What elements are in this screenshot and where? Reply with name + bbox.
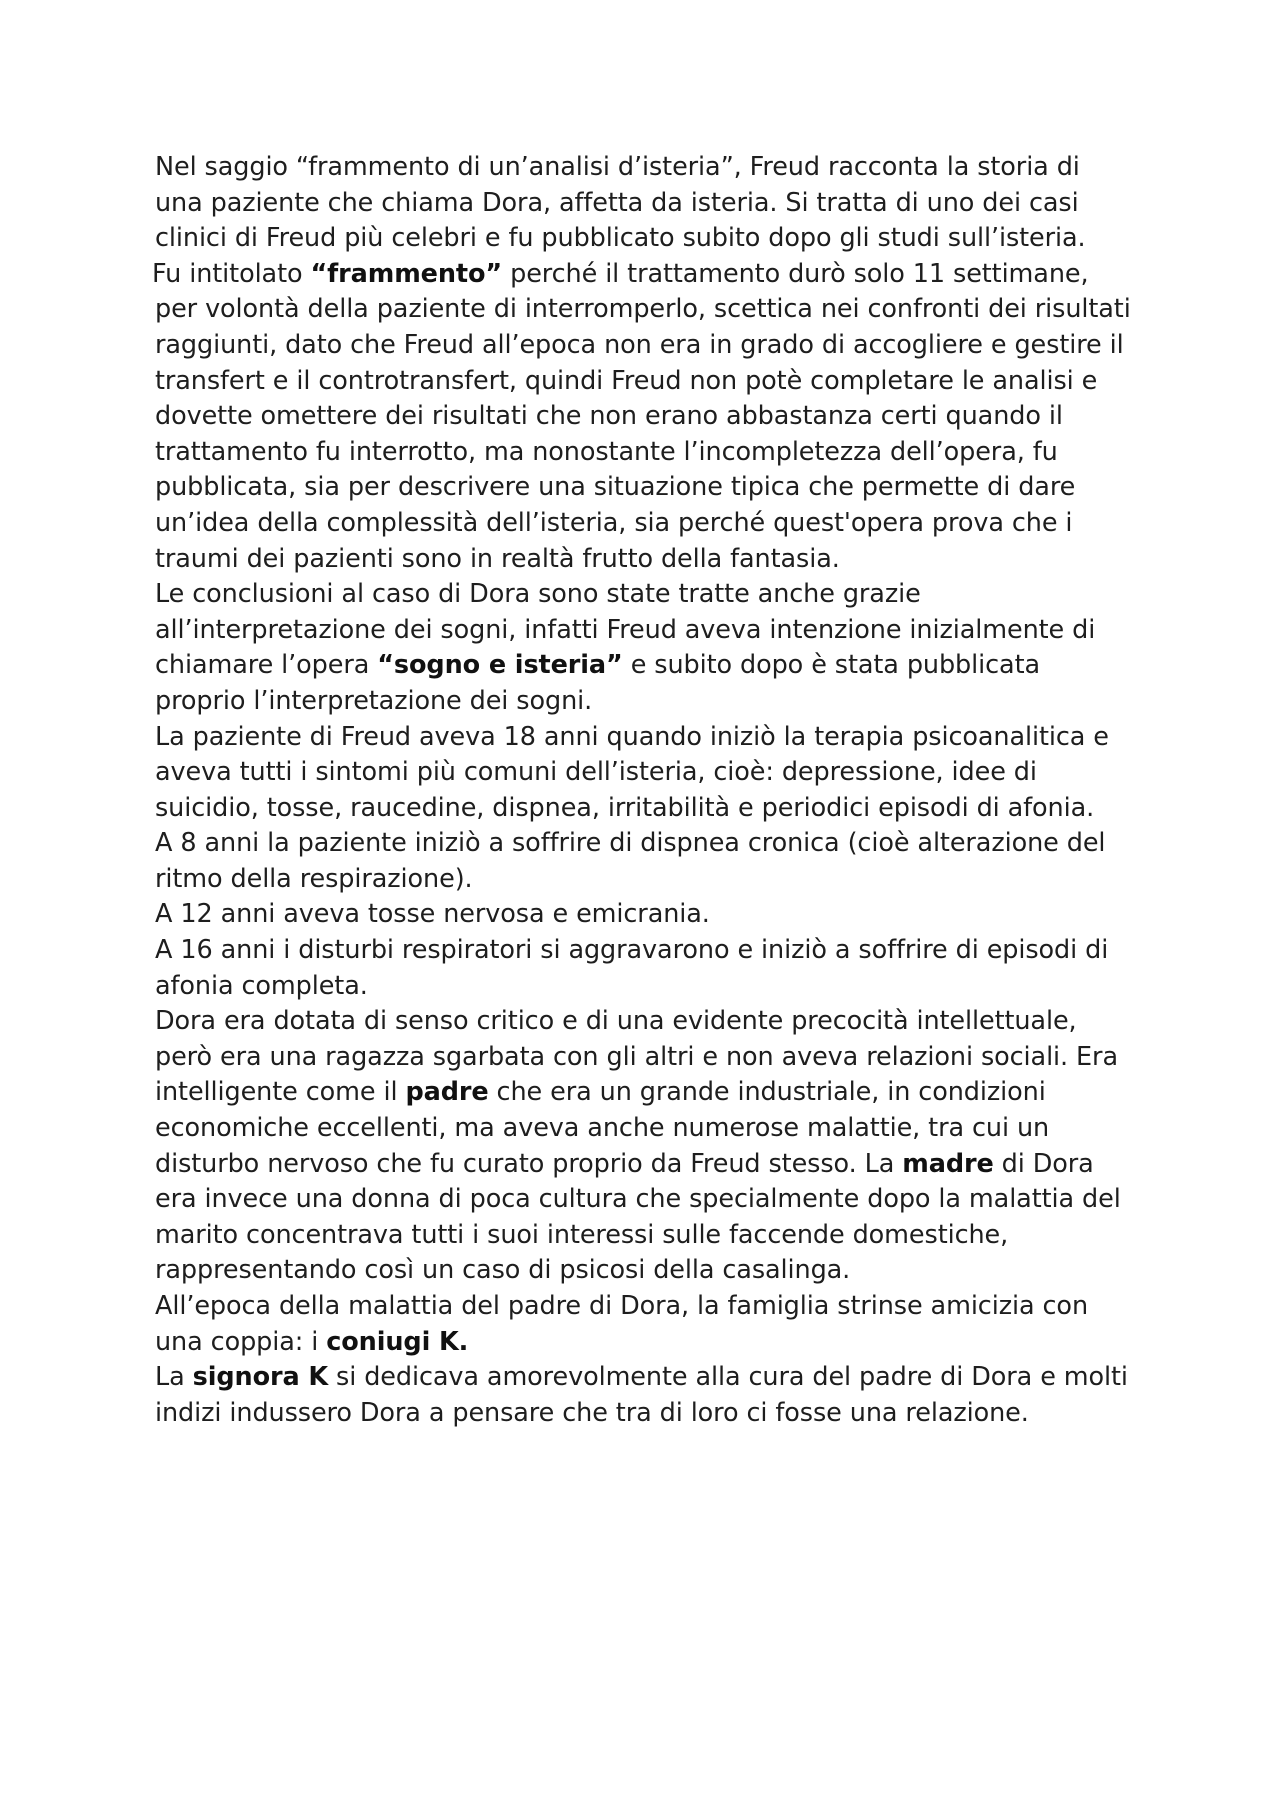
- bold-term-frammento: “frammento”: [310, 258, 503, 289]
- paragraph-coniugi: [155, 1289, 1135, 1360]
- body-text: [152, 150, 1135, 1431]
- paragraph-text: A 16 anni i disturbi respiratori si aggravarono e iniziò a soffrire di episodi di afonia completa.: [155, 935, 1109, 1001]
- paragraph-text: Fu intitolato: [152, 258, 311, 289]
- paragraph-text: e subito dopo è stata pubblicata proprio l’interpretazione dei sogni.: [155, 650, 1040, 716]
- bold-term-signora-k: signora K: [192, 1362, 329, 1393]
- paragraph-intro: [155, 150, 1135, 257]
- bold-term-madre: madre: [902, 1148, 994, 1179]
- paragraph-text: La: [155, 1362, 193, 1393]
- paragraph-famiglia: [155, 1004, 1135, 1289]
- bold-term-sogno-isteria: “sogno e isteria”: [377, 650, 623, 681]
- paragraph-text: Le conclusioni al caso di Dora sono state tratte anche grazie all’interpretazione dei sogni, infatti Freud aveva intenzione inizialmente di chiamare l’opera: [155, 579, 1096, 681]
- paragraph-text: perché il trattamento durò solo 11 settimane, per volontà della paziente di interromperlo, scettica nei confronti dei risultati raggiunti, dato che Freud all’epoca non era in grado di accogliere e gestire il transfert e il controtransfert, quindi Freud non potè completare le analisi e dovette omettere dei risultati che non erano abbastanza certi quando il trattamento fu interrotto, ma nonostante l’incompletezza dell’opera, fu pubblicata, sia per descrivere una situazione tipica che permette di dare un’idea della complessità dell’isteria, sia perché quest'opera prova che i traumi dei pazienti sono in realtà frutto della fantasia.: [155, 258, 1131, 574]
- paragraph-text: si dedicava amorevolmente alla cura del padre di Dora e molti indizi indussero Dora a pensare che tra di loro ci fosse una relazione.: [155, 1362, 1128, 1428]
- paragraph-text: All’epoca della malattia del padre di Dora, la famiglia strinse amicizia con una coppia: i: [155, 1291, 1088, 1357]
- paragraph-conclusioni: [155, 577, 1135, 719]
- paragraph-text: che era un grande industriale, in condizioni economiche eccellenti, ma aveva anche numerose malattie, tra cui un disturbo nervoso che fu curato proprio da Freud stesso. La: [155, 1077, 1050, 1179]
- paragraph-text: Nel saggio “frammento di un’analisi d’isteria”, Freud racconta la storia di una paziente che chiama Dora, affetta da isteria. Si tratta di uno dei casi clinici di Freud più celebri e fu pubblicato subito dopo gli studi sull’isteria.: [155, 152, 1086, 254]
- paragraph-text: di Dora era invece una donna di poca cultura che specialmente dopo la malattia del marito concentrava tutti i suoi interessi sulle faccende domestiche, rappresentando così un caso di psicosi della casalinga.: [155, 1148, 1121, 1286]
- paragraph-signora-k: [155, 1360, 1135, 1431]
- paragraph-text: A 8 anni la paziente iniziò a soffrire di dispnea cronica (cioè alterazione del ritmo della respirazione).: [155, 828, 1106, 894]
- paragraph-8-anni: [155, 826, 1135, 897]
- paragraph-text: Dora era dotata di senso critico e di una evidente precocità intellettuale, però era una ragazza sgarbata con gli altri e non aveva relazioni sociali. Era intelligente come il: [155, 1006, 1118, 1108]
- paragraph-12-anni: [155, 897, 1135, 933]
- paragraph-text: La paziente di Freud aveva 18 anni quando iniziò la terapia psicoanalitica e aveva tutti i sintomi più comuni dell’isteria, cioè: depressione, idee di suicidio, tosse, raucedine, dispnea, irritabilità e periodici episodi di afonia.: [155, 721, 1109, 823]
- bold-term-padre: padre: [405, 1077, 489, 1108]
- paragraph-16-anni: [155, 933, 1135, 1004]
- paragraph-sintomi: [155, 720, 1135, 827]
- paragraph-text: A 12 anni aveva tosse nervosa e emicrania.: [155, 899, 710, 930]
- bold-term-coniugi-k: coniugi K.: [326, 1326, 469, 1357]
- paragraph-frammento: [152, 257, 1135, 577]
